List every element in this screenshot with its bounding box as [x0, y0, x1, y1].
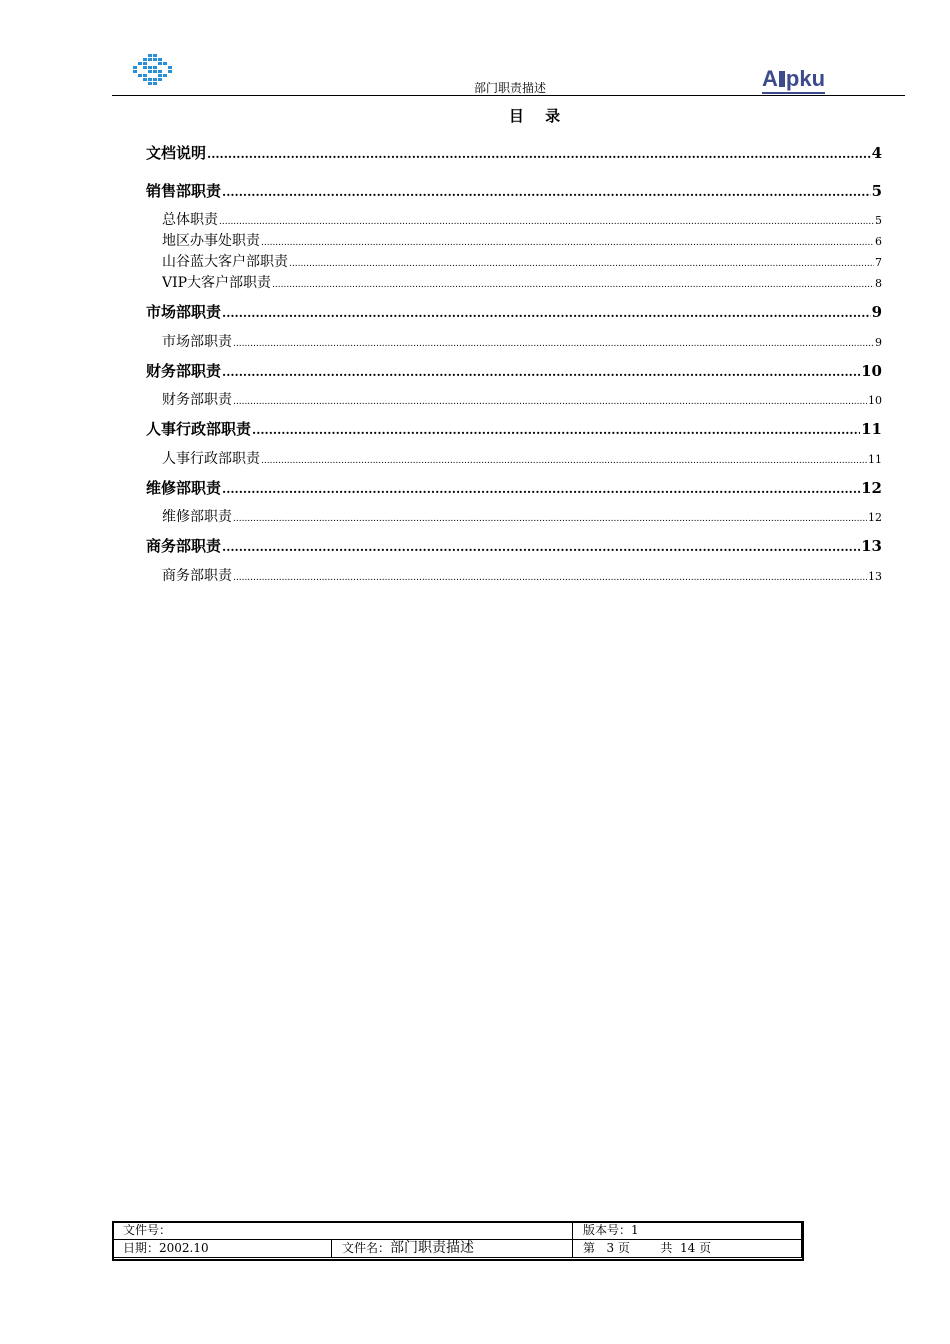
toc-subentry[interactable] — [162, 565, 882, 585]
toc-entry-label: 维修部职责 — [146, 479, 222, 497]
toc-entry-page: 13 — [861, 537, 882, 555]
toc-leader-dots — [222, 540, 860, 554]
toc-leader-dots — [261, 456, 867, 466]
toc-entry-page: 5 — [875, 214, 882, 227]
header-divider — [112, 95, 905, 96]
footer-file-no: 文件号： — [113, 1222, 573, 1240]
toc-leader-dots — [289, 259, 874, 269]
footer-file-name-value: 部门职责描述 — [390, 1240, 475, 1256]
toc-entry-label: 总体职责 — [162, 212, 218, 228]
toc-entry-label: 商务部职责 — [162, 568, 232, 584]
toc-subentry[interactable] — [162, 209, 882, 229]
toc-entry-page: 9 — [871, 303, 882, 321]
toc-entry-label: 人事行政部职责 — [162, 451, 260, 467]
toc-entry-page: 12 — [868, 511, 882, 524]
toc-entry-label: 销售部职责 — [146, 182, 222, 200]
footer-page-info: 第 3 页 共 14 页 — [573, 1240, 802, 1258]
toc-entry-label: 地区办事处职责 — [162, 233, 260, 249]
toc-entry-label: 市场部职责 — [162, 334, 232, 350]
toc-entry-label: 山谷蓝大客户部职责 — [162, 254, 288, 270]
toc-leader-dots — [222, 482, 860, 496]
toc-leader-dots — [222, 365, 860, 379]
toc-entry[interactable] — [146, 535, 882, 556]
toc-leader-dots — [233, 397, 867, 407]
toc-entry[interactable] — [146, 477, 882, 498]
toc-subentry[interactable] — [162, 230, 882, 250]
toc-entry-page: 13 — [868, 570, 882, 583]
toc-subentry[interactable] — [162, 251, 882, 271]
footer-file-name — [332, 1240, 573, 1258]
toc-entry-label: VIP大客户部职责 — [162, 275, 272, 291]
toc-leader-dots — [222, 306, 871, 320]
toc-title: 目 录 — [508, 107, 569, 125]
toc-leader-dots — [222, 185, 871, 199]
toc-leader-dots — [252, 423, 860, 437]
footer-date: 日期：2002.10 — [113, 1240, 332, 1258]
toc-entry[interactable] — [146, 301, 882, 322]
toc-leader-dots — [272, 280, 874, 290]
toc-leader-dots — [233, 514, 867, 524]
toc-entry-page: 8 — [875, 277, 882, 290]
logo-right-text-a: A — [762, 66, 778, 91]
toc-subentry[interactable] — [162, 448, 882, 468]
toc-subentry[interactable] — [162, 506, 882, 526]
toc-leader-dots — [207, 147, 871, 161]
toc-entry-label: 人事行政部职责 — [146, 420, 252, 438]
footer-info-table — [112, 1221, 802, 1258]
toc-entry-page: 4 — [871, 144, 882, 162]
toc-entry-label: 财务部职责 — [162, 392, 232, 408]
toc-leader-dots — [233, 339, 874, 349]
toc-entry-page: 6 — [875, 235, 882, 248]
toc-leader-dots — [219, 217, 874, 227]
toc-entry-label: 维修部职责 — [162, 509, 232, 525]
toc-entry-page: 10 — [861, 362, 882, 380]
toc-entry-page: 11 — [868, 453, 882, 466]
logo-right-text-pku: pku — [785, 66, 826, 91]
toc-entry-label: 文档说明 — [146, 144, 207, 162]
toc-entry-page: 12 — [861, 479, 882, 497]
toc-subentry[interactable] — [162, 272, 882, 292]
toc-entry-label: 市场部职责 — [146, 303, 222, 321]
toc-entry-label: 财务部职责 — [146, 362, 222, 380]
toc-entry[interactable] — [146, 142, 882, 163]
header-title: 部门职责描述 — [473, 81, 546, 95]
toc-entry[interactable] — [146, 360, 882, 381]
toc-entry-page: 9 — [875, 336, 882, 349]
toc-entry-page: 10 — [868, 394, 882, 407]
toc-leader-dots — [233, 573, 867, 583]
toc-entry-page: 11 — [861, 420, 882, 438]
footer-version: 版本号：1 — [573, 1222, 802, 1240]
toc-entry-page: 5 — [871, 182, 882, 200]
toc-entry[interactable] — [146, 180, 882, 201]
toc-entry[interactable] — [146, 418, 882, 439]
footer-file-name-label: 文件名： — [342, 1241, 391, 1255]
toc-leader-dots — [261, 238, 874, 248]
toc-entry-page: 7 — [875, 256, 882, 269]
toc-subentry[interactable] — [162, 389, 882, 409]
toc-subentry[interactable] — [162, 331, 882, 351]
toc-entry-label: 商务部职责 — [146, 537, 222, 555]
